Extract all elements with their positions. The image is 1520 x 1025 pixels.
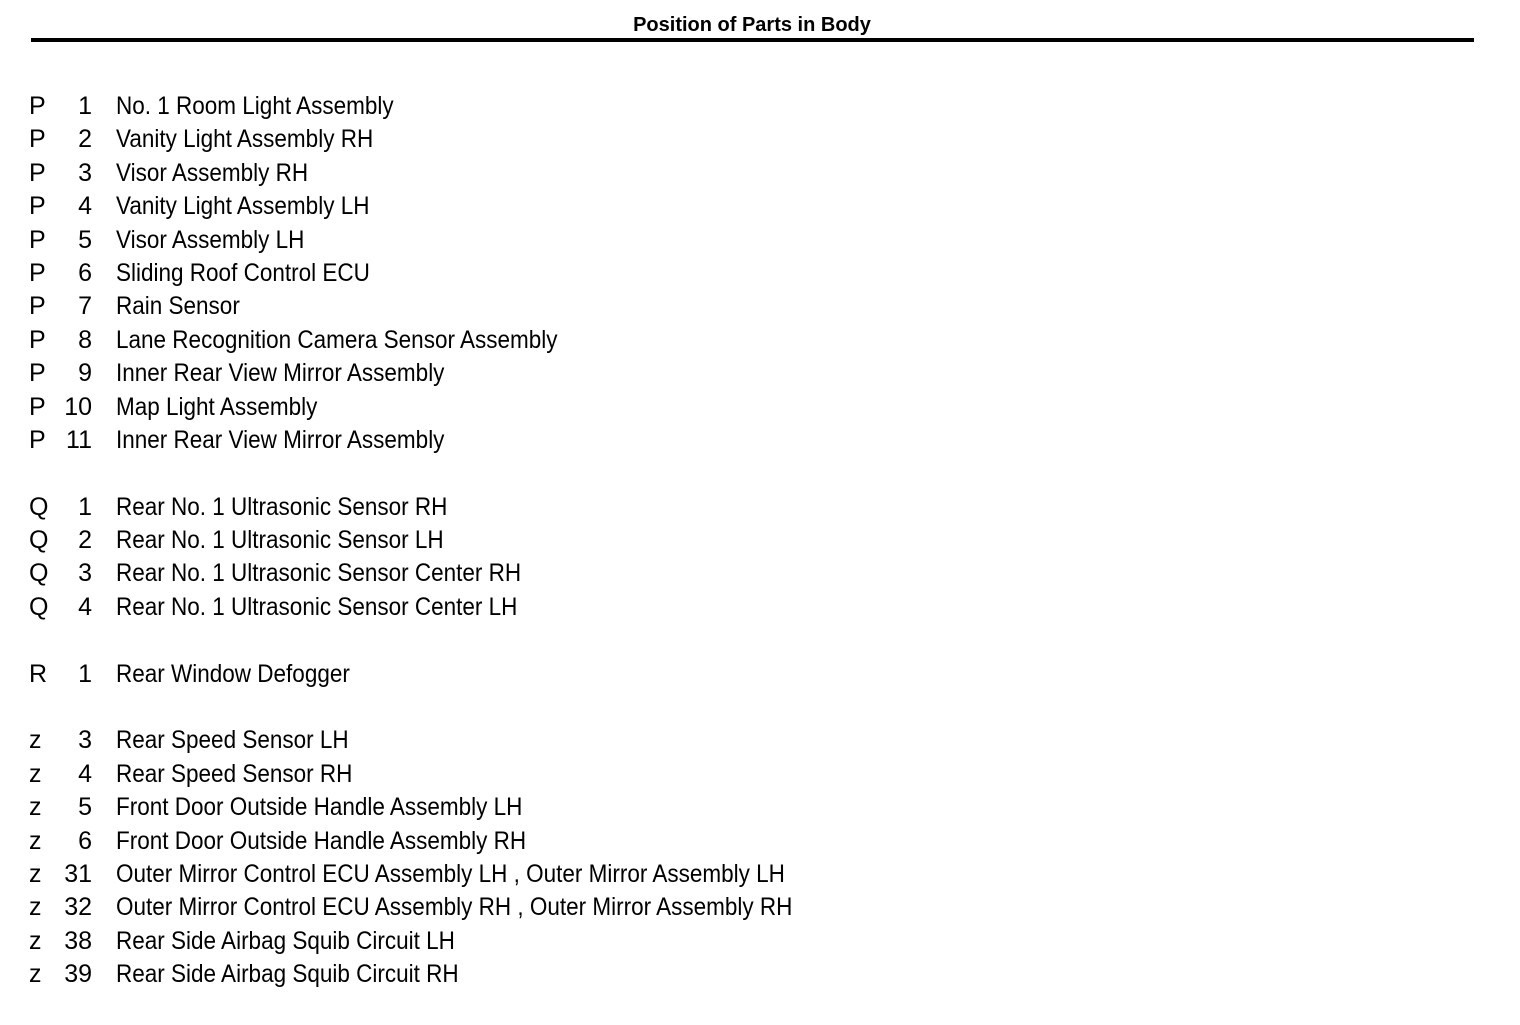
part-code: P	[29, 425, 46, 454]
part-row	[0, 257, 1520, 290]
part-name: Sliding Roof Control ECU	[116, 258, 370, 287]
part-number: 31	[64, 859, 92, 888]
part-number: 10	[64, 392, 92, 421]
part-row	[0, 290, 1520, 323]
part-code: P	[29, 325, 46, 354]
part-number: 39	[64, 960, 92, 989]
part-code: z	[29, 793, 42, 822]
part-code: z	[29, 759, 42, 788]
part-row	[0, 90, 1520, 123]
part-number: 3	[78, 559, 92, 588]
part-number: 7	[78, 292, 92, 321]
part-number: 32	[64, 893, 92, 922]
part-row	[0, 591, 1520, 624]
part-code: Q	[29, 592, 49, 621]
part-row	[0, 758, 1520, 791]
part-name: Rear No. 1 Ultrasonic Sensor Center LH	[116, 592, 518, 621]
part-code: z	[29, 926, 42, 955]
part-code: R	[29, 659, 48, 688]
part-number: 4	[78, 192, 92, 221]
part-code: Q	[29, 492, 49, 521]
part-number: 9	[78, 359, 92, 388]
part-row	[0, 424, 1520, 457]
page-title: Position of Parts in Body	[633, 14, 871, 36]
part-name: Front Door Outside Handle Assembly RH	[116, 826, 527, 855]
part-row	[0, 491, 1520, 524]
part-name: Front Door Outside Handle Assembly LH	[116, 793, 523, 822]
parts-group	[0, 491, 1520, 625]
part-row	[0, 925, 1520, 958]
part-number: 11	[66, 425, 92, 454]
part-name: Rear Speed Sensor LH	[116, 726, 349, 755]
part-code: P	[29, 125, 46, 154]
part-number: 3	[78, 158, 92, 187]
part-number: 1	[78, 659, 92, 688]
part-number: 5	[78, 225, 92, 254]
part-name: Outer Mirror Control ECU Assembly RH , Outer Mirror Assembly RH	[116, 893, 793, 922]
part-number: 8	[78, 325, 92, 354]
part-number: 2	[78, 125, 92, 154]
part-name: Rear No. 1 Ultrasonic Sensor Center RH	[116, 559, 522, 588]
part-row	[0, 891, 1520, 924]
parts-list	[0, 90, 1520, 1025]
part-code: P	[29, 292, 46, 321]
part-row	[0, 157, 1520, 190]
part-code: P	[29, 92, 46, 120]
part-code: z	[29, 826, 42, 855]
part-row	[0, 123, 1520, 156]
part-row	[0, 524, 1520, 557]
part-row	[0, 858, 1520, 891]
part-name: Vanity Light Assembly RH	[116, 125, 374, 154]
title-divider	[31, 38, 1474, 42]
part-number: 6	[78, 826, 92, 855]
part-name: Rear Window Defogger	[116, 659, 350, 688]
parts-group	[0, 658, 1520, 691]
part-code: z	[29, 859, 42, 888]
parts-group	[0, 90, 1520, 457]
part-name: Rear No. 1 Ultrasonic Sensor LH	[116, 526, 444, 555]
part-row	[0, 724, 1520, 757]
part-code: z	[29, 726, 42, 755]
part-name: Visor Assembly LH	[116, 225, 305, 254]
part-row	[0, 357, 1520, 390]
part-name: Rear No. 1 Ultrasonic Sensor RH	[116, 492, 448, 521]
part-row	[0, 658, 1520, 691]
part-row	[0, 190, 1520, 223]
part-number: 4	[78, 759, 92, 788]
part-code: P	[29, 359, 46, 388]
parts-group	[0, 724, 1520, 991]
part-name: Rain Sensor	[116, 292, 240, 321]
part-name: Lane Recognition Camera Sensor Assembly	[116, 325, 558, 354]
part-name: Outer Mirror Control ECU Assembly LH , Outer Mirror Assembly LH	[116, 859, 785, 888]
part-number: 1	[78, 492, 92, 521]
part-number: 3	[78, 726, 92, 755]
part-row	[0, 557, 1520, 590]
part-row	[0, 324, 1520, 357]
part-code: Q	[29, 526, 49, 555]
part-name: Visor Assembly RH	[116, 158, 309, 187]
part-code: P	[29, 192, 46, 221]
part-code: P	[29, 258, 46, 287]
part-name: Inner Rear View Mirror Assembly	[116, 425, 445, 454]
part-name: Vanity Light Assembly LH	[116, 192, 370, 221]
part-number: 4	[78, 592, 92, 621]
part-number: 38	[64, 926, 92, 955]
part-code: z	[29, 960, 42, 989]
part-number: 2	[78, 526, 92, 555]
part-row	[0, 791, 1520, 824]
part-number: 5	[78, 793, 92, 822]
part-code: P	[29, 392, 46, 421]
part-code: z	[29, 893, 42, 922]
part-name: Map Light Assembly	[116, 392, 318, 421]
part-row	[0, 224, 1520, 257]
part-row	[0, 958, 1520, 991]
part-name: Inner Rear View Mirror Assembly	[116, 359, 445, 388]
part-number: 6	[78, 258, 92, 287]
part-name: No. 1 Room Light Assembly	[116, 92, 394, 120]
part-number: 1	[78, 92, 92, 120]
part-row	[0, 825, 1520, 858]
part-code: P	[29, 225, 46, 254]
part-code: P	[29, 158, 46, 187]
part-name: Rear Speed Sensor RH	[116, 759, 353, 788]
part-name: Rear Side Airbag Squib Circuit LH	[116, 926, 455, 955]
part-code: Q	[29, 559, 49, 588]
part-row	[0, 391, 1520, 424]
part-name: Rear Side Airbag Squib Circuit RH	[116, 960, 459, 989]
